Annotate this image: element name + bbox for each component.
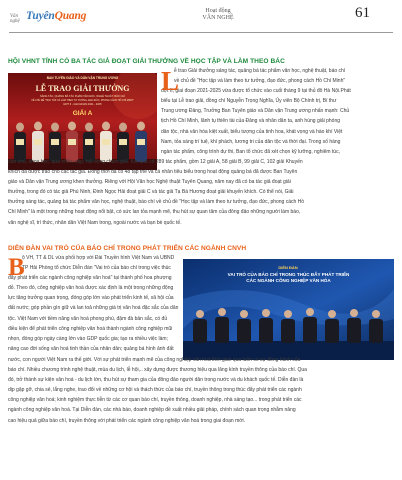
article2-column-text: [8, 253, 183, 354]
text-line: cao hiệu quả giữa báo chí, truyền thông với phát triển các ngành công nghiệp văn hoá trong giai đoạn mới.: [8, 417, 246, 424]
text-line: Chí Minh" là một trong những hoạt động nổi bật, có sức lan tỏa mạnh mẽ, thu hút sự quan tâm của đông đảo những người làm báo,: [8, 209, 301, 216]
photo-subline-2: VỀ CHỦ ĐỀ "HỌC TẬP VÀ LÀM THEO TƯ TƯỞNG, ĐẠO ĐỨC, PHONG CÁCH HỒ CHÍ MINH": [31, 99, 134, 102]
text-line: thưởng, trong đó có tác giả Phù Ninh, Đinh Ngọc Hải đoạt giải C và tác giả Tạ Bá Hương đoạt giải khuyến khích. Có thể nói, Giải: [8, 189, 294, 196]
article2-dropcap: B: [8, 254, 25, 281]
text-line: biểu tại Lễ trao giải, đồng chí Nguyễn Trọng Nghĩa, Ủy viên Bộ Chính trị, Bí thư: [161, 98, 337, 105]
text-line: ngành công nghiệp văn hoá. Tại Diễn đàn, các nhà báo, doanh nghiệp đề xuất nhiều giải pháp, chính sách quan trọng nhằm nâng: [8, 407, 296, 414]
text-line: báo chí. Nhiều chương trình nghệ thuật, mùa du lịch, lễ hội,.. xây dựng được thương hiệu qua lăng kính truyền thông của báo chí. Qua: [8, 367, 307, 374]
text-line: đẩy phát triển các ngành công nghiệp văn hoá" tại thành phố hoa phượng: [8, 275, 172, 282]
article2-full-body: [8, 355, 394, 426]
text-line: ễ trao Giải thưởng sáng tác, quảng bá tác phẩm văn học, nghệ thuật, báo chí: [174, 68, 346, 74]
article2-column-body: [8, 253, 183, 354]
article1-dropcap: L: [161, 66, 180, 96]
forum-panel-photo: [183, 259, 394, 360]
logo-small-text: Văn nghệ: [10, 14, 20, 24]
photo-prize-label: GIẢI A: [72, 110, 93, 117]
photo-period: ĐỢT II - GIAI ĐOẠN 2021 - 2025: [63, 103, 102, 106]
text-line: Nam, tỏa sáng trí tuệ, khí phách, lương tri của dân tộc và thời đại. Trong số hàng: [161, 138, 341, 145]
text-line: Trung ương Đảng, Trưởng Ban Tuyên giáo và Dân vận Trung ương nhấn mạnh: Chủ: [161, 108, 350, 115]
logo-main-text: [26, 10, 86, 22]
text-line: dân chủ, khoa học, qua nhiều cấp, hội đồng chấm giải. Kết quả có 289 tác phẩm, gồm 12 giải A, 58 giải B, 99 giải C, 102 giải Khuyến: [8, 159, 303, 165]
award-ceremony-photo: [8, 73, 157, 170]
text-line: đó, trở thành sự kiện văn hoá - du lịch lớn, thu hút sự tham gia của đông đảo người dân trong nước và du khách quốc tế. Diễn đàn là: [8, 377, 304, 384]
text-line: dịp gặp gỡ, chia sẻ, lắng nghe, trao đổi về những cơ hội và thách thức của báo chí, truyền thông trong thúc đẩy phát triển các ngành: [8, 387, 302, 394]
text-line: thưởng sáng tác, quảng bá tác phẩm văn học, nghệ thuật, báo chí về chủ đề "Học tập và làm theo tư tưởng, đạo đức, phong cách Hồ: [8, 199, 305, 206]
article1-column-body: [161, 66, 393, 157]
header-divider: [9, 32, 393, 33]
forum-banner-title: VAI TRÒ CỦA BÁO CHÍ TRONG THÚC ĐẨY PHÁT TRIỂN CÁC NGÀNH CÔNG NGHIỆP VĂN HÓA: [227, 272, 350, 283]
text-line: khích đã được trao cho các tác giả. Đồng thời đã có 48 tập thể và cá nhân tiêu biểu trong hoạt động quảng bá đã được Ban Tuyên: [8, 169, 298, 176]
text-line: TP Hải Phòng tổ chức Diễn đàn "Vai trò của báo chí trong việc thúc: [22, 265, 171, 272]
text-line: công nghiệp văn hoá; kinh nghiệm thực tiễn từ các cơ quan báo chí, truyền thông, doanh nghiệp, nhà sáng tạo... trong phát triển các: [8, 397, 302, 404]
forum-banner-label: DIỄN ĐÀN: [278, 265, 298, 270]
article2-title: DIỄN ĐÀN VAI TRÒ CỦA BÁO CHÍ TRONG PHÁT TRIỂN CÁC NGÀNH CNVH: [8, 245, 247, 252]
text-line: dân tộc, nhà văn hóa kiệt xuất, biểu tượng của tinh hoa, khát vọng và hào khí Việt: [161, 128, 343, 135]
photo-headline: LỄ TRAO GIẢI THƯỞNG: [35, 84, 130, 93]
text-line: ngàn tác phẩm, công trình dự thi, Ban tổ chức đã xét chọn kỹ lưỡng, nghiêm túc,: [161, 148, 340, 155]
article1-column-text: [161, 66, 393, 157]
text-line: nhọn, đóng góp ngày càng lớn vào GDP quốc gia; tạo ra nhiều việc làm;: [8, 335, 168, 342]
text-line: về chủ đề "Học tập và làm theo tư tưởng, đạo đức, phong cách Hồ Chí Minh": [174, 78, 346, 85]
text-line: văn nghệ sĩ, trí thức, nhân dân Việt Nam trong, ngoài nước và bạn bè quốc tế.: [8, 219, 182, 226]
text-line: nâng cao đời sống văn hoá tinh thần của nhân dân; quảng bá hình ảnh đất: [8, 345, 174, 352]
logo-word-tuyen: Tuyên: [26, 10, 55, 22]
text-line: đất nước; góp phần gìn giữ và lan toả những giá trị văn hoá đặc sắc của dân: [8, 305, 179, 312]
text-line: ộ VH, TT & DL vừa phối hợp với Đài Truyền hình Việt Nam và UBND: [22, 255, 175, 261]
text-line: đợt II, giai đoạn 2021-2025 vừa được tổ chức vào cuối tháng 9 tại thủ đô Hà Nội.Phát: [161, 88, 351, 95]
text-line: tộc. Việt Nam với tiềm năng văn hoá phong phú, đậm đà bản sắc, có đủ: [8, 315, 168, 322]
text-line: giáo và Dân vận Trung ương khen thưởng. Riêng với Hội Văn học Nghệ thuật Tuyên Quang, năm nay đã có ba tác giả đoạt giải: [8, 179, 291, 186]
text-line: nước, con người Việt Nam ra thế giới. Với sự phát triển mạnh mẽ của công nghiệp văn hoá thời gian qua luôn có sự đóng hành của: [8, 357, 301, 363]
photo-banner-text: BAN TUYÊN GIÁO VÀ DÂN VẬN TRUNG ƯƠNG: [46, 76, 119, 80]
text-line: đỏ. Theo đó, công nghiệp văn hoá được xác định là một trong những động: [8, 285, 174, 292]
logo-word-quang: Quang: [54, 10, 87, 22]
photo-subline-1: SÁNG TÁC, QUẢNG BÁ TÁC PHẨM VĂN HỌC, NGHỆ THUẬT, BÁO CHÍ: [39, 95, 126, 98]
text-line: lực tăng trưởng quan trọng, đóng góp lớn vào phát triển kinh tế, xã hội của: [8, 295, 174, 302]
article1-title: HỘI VHNT TỈNH CÓ BA TÁC GIẢ ĐOẠT GIẢI THƯỞNG VỀ HỌC TẬP VÀ LÀM THEO BÁC: [8, 58, 285, 65]
text-line: tịch Hồ Chí Minh, lãnh tụ thiên tài của Đảng và nhân dân ta, anh hùng giải phóng: [161, 118, 341, 125]
section-label: Hoạt động VĂN NGHỆ: [202, 8, 234, 21]
page-number: 61: [355, 5, 370, 21]
article1-full-body: [8, 157, 394, 228]
text-line: điều kiện để phát triển công nghiệp văn hoá thành ngành công nghiệp mũi: [8, 325, 173, 332]
